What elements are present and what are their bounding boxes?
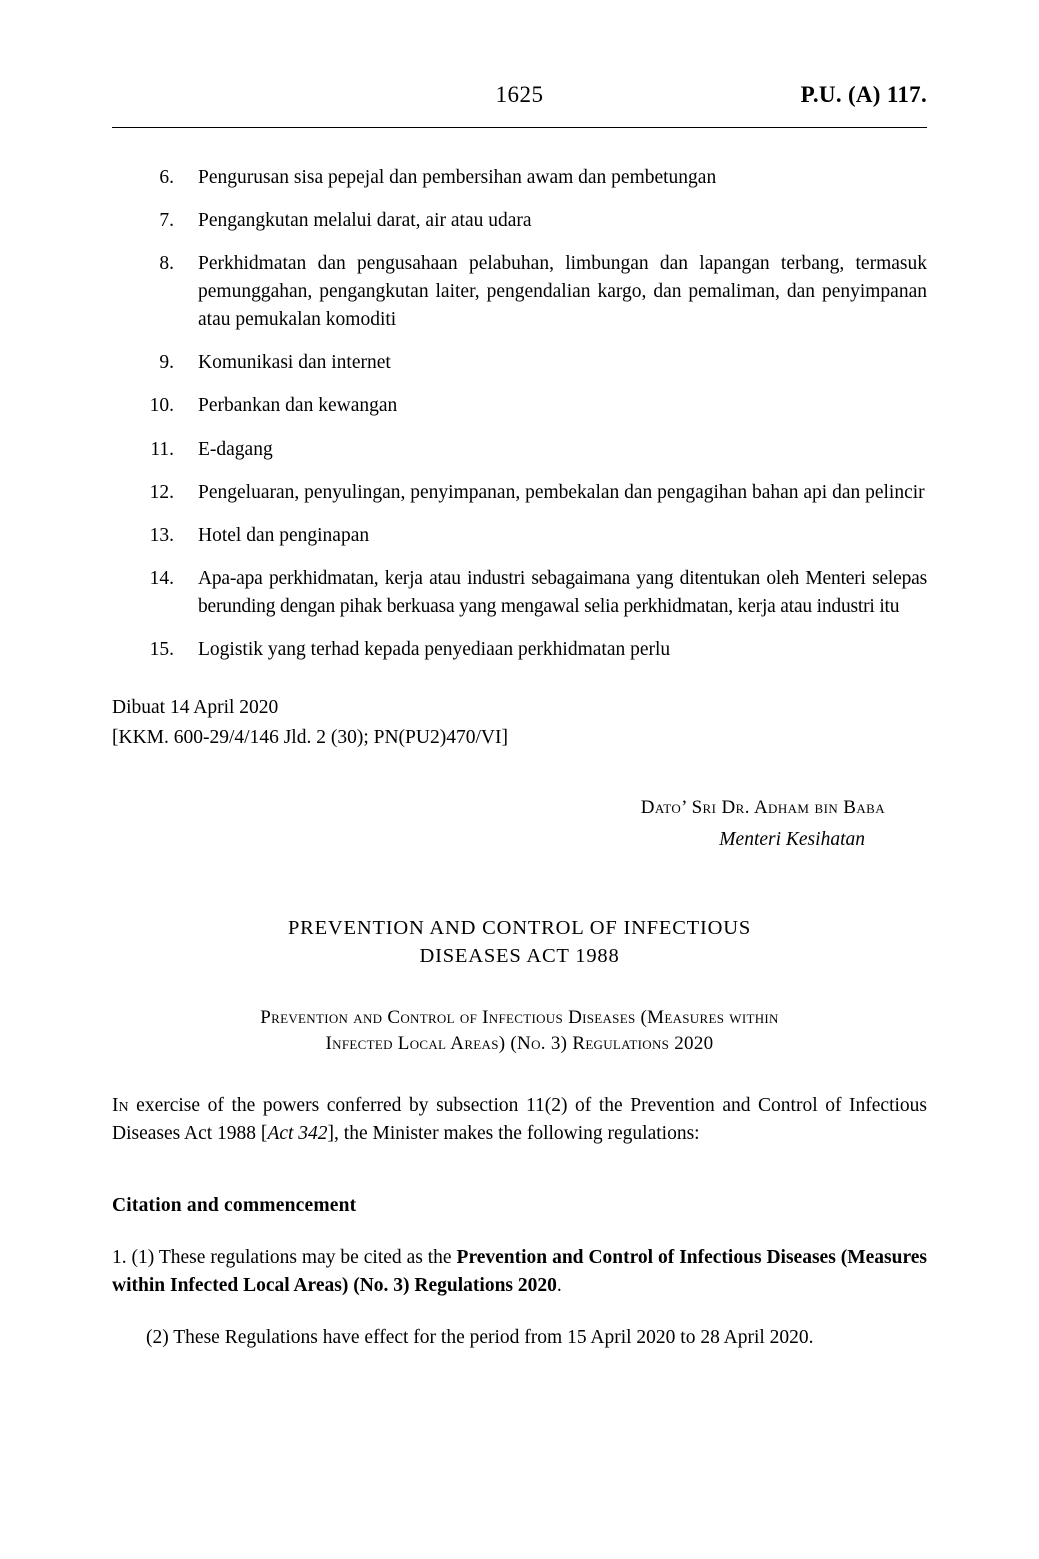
act-title-line-1: PREVENTION AND CONTROL OF INFECTIOUS [287, 917, 752, 940]
page-header [112, 82, 927, 122]
list-item-number: 10. [149, 395, 174, 417]
list-item-number: 11. [150, 438, 174, 460]
preamble-lead: In [112, 1094, 129, 1116]
list-item-label: Pengurusan sisa pepejal dan pembersihan awam dan pembetungan [198, 167, 717, 188]
list-item-number: 13. [149, 524, 174, 546]
signatory-name: Dato’ Sri Dr. Adham bin Baba [640, 796, 885, 818]
made-block [112, 694, 927, 753]
list-item-number: 15. [149, 638, 174, 660]
made-reference: [KKM. 600-29/4/146 Jld. 2 (30); PN(PU2)470/VI] [112, 727, 508, 749]
list-item [112, 392, 927, 420]
signature-block [112, 795, 927, 854]
list-item-number: 12. [149, 481, 174, 503]
made-date: Dibuat 14 April 2020 [112, 697, 279, 719]
list-item-label: Apa-apa perkhidmatan, kerja atau industri sebagaimana yang ditentukan oleh Menteri selepas berunding dengan pihak berkuasa yang mengawal selia perkhidmatan, kerja atau industri itu [198, 567, 927, 617]
list-item-number: 8. [159, 253, 174, 275]
list-item-number: 14. [149, 567, 174, 589]
list-item [112, 349, 927, 377]
act-title [112, 915, 927, 970]
list-item-number: 6. [159, 167, 174, 188]
citation-paragraph-1 [112, 1244, 927, 1301]
list-item-label: E-dagang [198, 438, 273, 460]
citation-paragraph-1-suffix: . [556, 1275, 562, 1297]
list-item-label: Pengeluaran, penyulingan, penyimpanan, pembekalan dan pengagihan bahan api dan pelincir [198, 481, 925, 503]
list-item [112, 565, 927, 621]
list-item-number: 7. [159, 210, 174, 232]
regulation-title-line-2: Infected Local Areas) (No. 3) Regulations 2020 [325, 1033, 714, 1055]
list-item [112, 522, 927, 550]
list-item-label: Perbankan dan kewangan [198, 395, 398, 417]
list-item [112, 164, 927, 192]
signatory-title: Menteri Kesihatan [719, 828, 865, 850]
regulation-title-line-1: Prevention and Control of Infectious Diseases (Measures within [260, 1006, 779, 1028]
list-item-label: Hotel dan penginapan [198, 524, 370, 546]
list-item [112, 479, 927, 507]
list-item-label: Pengangkutan melalui darat, air atau udara [198, 210, 532, 232]
document-page [0, 82, 1039, 1559]
citation-paragraph-1-prefix: 1. (1) These regulations may be cited as the [112, 1246, 457, 1268]
citation-paragraph-2: (2) These Regulations have effect for the period from 15 April 2020 to 28 April 2020. [146, 1327, 814, 1349]
document-body [112, 122, 927, 1353]
citation-regulation-name: Prevention and Control of Infectious Diseases (Measures within Infected Local Areas) (No. 3) Regulations 2020 [112, 1246, 927, 1297]
preamble-text-after: ], the Minister makes the following regulations: [327, 1123, 700, 1144]
essential-services-list [112, 164, 927, 664]
document-reference: P.U. (A) 117. [800, 82, 927, 107]
preamble-text-before: exercise of the powers conferred by subsection 11(2) of the Prevention and Control of Infectious Diseases Act 1988 [ [112, 1094, 927, 1144]
list-item-label: Perkhidmatan dan pengusahaan pelabuhan, limbungan dan lapangan terbang, termasuk pemunggahan, pengangkutan laiter, pengendalian kargo, dan pemaliman, dan penyimpanan atau pemukalan komoditi [198, 253, 927, 331]
list-item [112, 436, 927, 464]
preamble-paragraph [112, 1092, 927, 1149]
preamble-act-citation: Act 342 [267, 1123, 328, 1144]
list-item [112, 207, 927, 235]
list-item-number: 9. [159, 352, 174, 374]
list-item [112, 636, 927, 664]
section-heading-citation: Citation and commencement [112, 1195, 357, 1217]
regulation-title [112, 1005, 927, 1058]
list-item-label: Logistik yang terhad kepada penyediaan perkhidmatan perlu [198, 638, 671, 660]
page-number: 1625 [495, 82, 544, 107]
list-item-label: Komunikasi dan internet [198, 352, 391, 374]
list-item [112, 250, 927, 334]
header-divider [112, 127, 927, 128]
act-title-line-2: DISEASES ACT 1988 [419, 944, 620, 967]
